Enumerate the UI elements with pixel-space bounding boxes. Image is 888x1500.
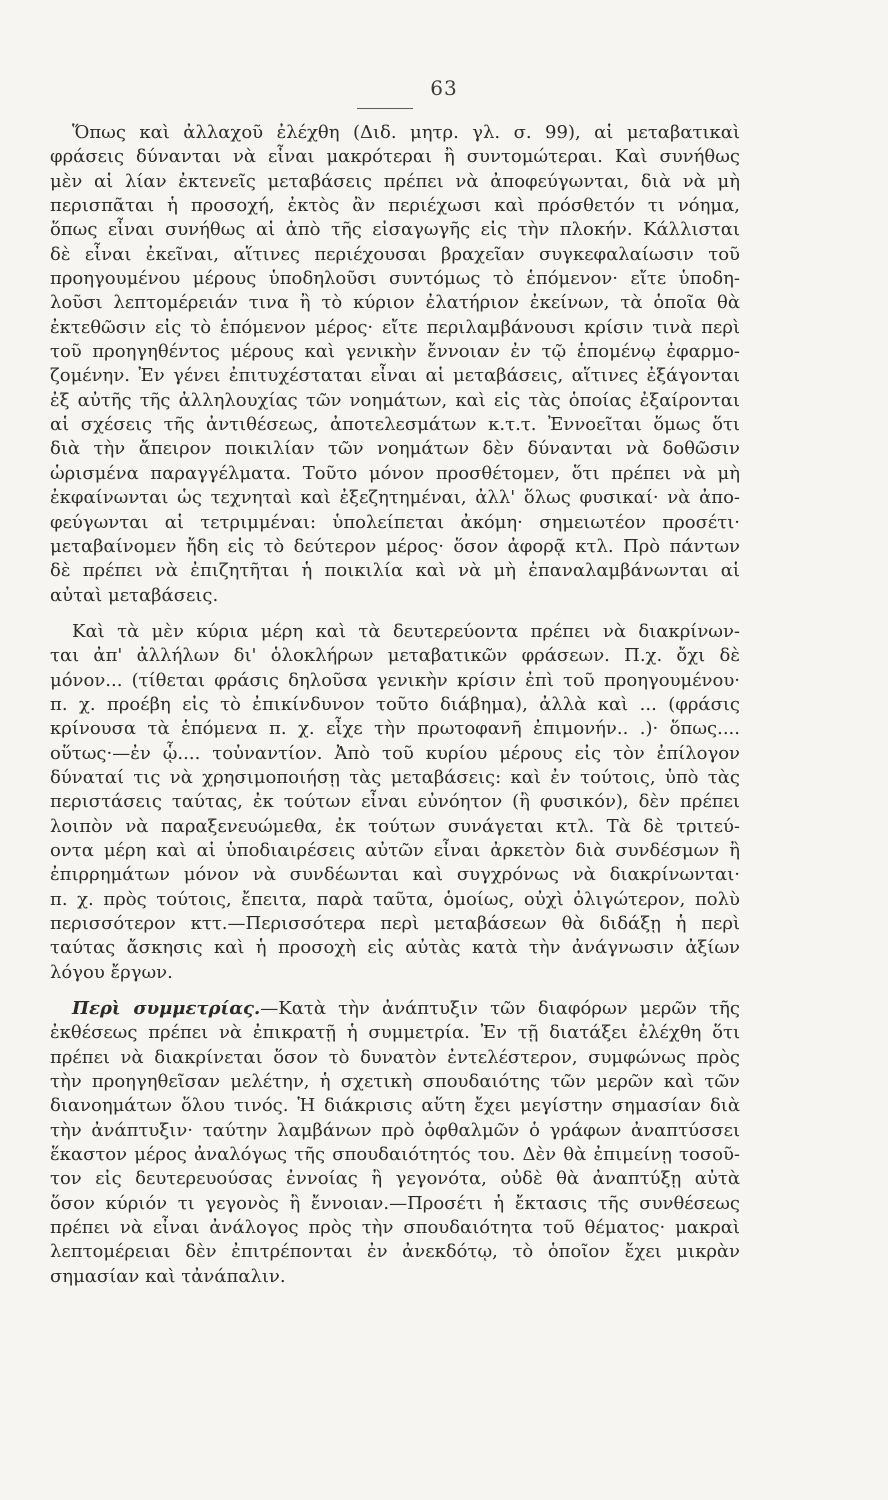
text-line: τὴν προηγηθεῖσαν μελέτην, ἡ σχετικὴ σπουδαιότης τῶν μερῶν καὶ τῶν [50,1071,740,1093]
text-line: διὰ τὴν ἄπειρον ποικιλίαν τῶν νοημάτων δὲν δύνανται νὰ δοθῶσιν [50,438,740,460]
page-number-rule [357,108,413,109]
text-line: ὡρισμένα παραγγέλματα. Τοῦτο μόνον προσθέτομεν, ὅτι πρέπει νὰ μὴ [50,462,740,484]
text-line: ἐκθέσεως πρέπει νὰ ἐπικρατῇ ἡ συμμετρία. Ἐν τῇ διατάξει ἐλέχθη ὅτι [50,1022,740,1044]
text-line: περισπᾶται ἡ προσοχή, ἐκτὸς ἂν περιέχωσι καὶ πρόσθετόν τι νόημα, [50,195,740,217]
text-line: ἐπιρρημάτων μόνον νὰ συνδέωνται καὶ συγχρόνως νὰ διακρίνωνται· [50,864,740,886]
text-line: μόνον... (τίθεται φράσις δηλοῦσα γενικὴν κρίσιν ἐπὶ τοῦ προηγουμένου· [50,669,740,691]
text-line: οντα μέρη καὶ αἱ ὑποδιαιρέσεις αὐτῶν εἶναι ἀρκετὸν διὰ συνδέσμων ἢ [50,839,740,861]
text-line: πρέπει νὰ διακρίνεται ὅσον τὸ δυνατὸν ἐντελέστερον, συμφώνως πρὸς [50,1046,740,1068]
paragraph-main-parts [50,620,740,985]
text-line: αὐταὶ μεταβάσεις. [50,584,219,606]
paragraph-symmetry [50,997,740,1289]
text-line: ται ἀπ' ἀλλήλων δι' ὁλοκλήρων μεταβατικῶν φράσεων. Π.χ. ὄχι δὲ [50,645,740,667]
text-line: λόγου ἔργων. [50,961,173,983]
text-line: λοιπὸν νὰ παραξενευώμεθα, ἐκ τούτων συνάγεται κτλ. Τὰ δὲ τριτεύ- [50,815,740,837]
text-line: διανοημάτων ὅλου τινός. Ἡ διάκρισις αὕτη ἔχει μεγίστην σημασίαν διὰ [50,1095,740,1117]
text-line: ταύτας ἄσκησις καὶ ἡ προσοχὴ εἰς αὐτὰς κατὰ τὴν ἀνάγνωσιν ἀξίων [50,937,740,959]
heading-line-rest: —Κατὰ τὴν ἀνάπτυξιν τῶν διαφόρων μερῶν τῆς [260,998,740,1020]
text-line: κρίνουσα τὰ ἑπόμενα π. χ. εἶχε τὴν πρωτοφανῆ ἐπιμονήν.. .)· ὅπως.... [50,718,740,740]
text-line: τον εἰς δευτερευούσας ἐννοίας ἢ γεγονότα, οὐδὲ θὰ ἀναπτύξῃ αὐτὰ [50,1168,740,1190]
text-line: μὲν αἱ λίαν ἐκτενεῖς μεταβάσεις πρέπει νὰ ἀποφεύγωνται, διὰ νὰ μὴ [50,170,740,192]
text-line: προηγουμένου μέρους ὑποδηλοῦσι συντόμως τὸ ἑπόμενον· εἴτε ὑποδη- [50,268,740,290]
text-line: π. χ. προέβη εἰς τὸ ἐπικίνδυνον τοῦτο διάβημα), ἀλλὰ καὶ ... (φράσις [50,693,740,715]
text-line: φράσεις δύνανται νὰ εἶναι μακρότεραι ἢ συντομώτεραι. Καὶ συνήθως [50,146,740,168]
paragraph-gap [50,608,740,620]
section-heading: Περὶ συμμετρίας. [72,998,261,1020]
text-line: πρέπει νὰ εἶναι ἀνάλογος πρὸς τὴν σπουδαιότητα τοῦ θέματος· μακραὶ [50,1217,740,1239]
text-line: περιστάσεις ταύτας, ἐκ τούτων εἶναι εὐνόητον (ἢ φυσικόν), δὲν πρέπει [50,791,740,813]
text-line: Καὶ τὰ μὲν κύρια μέρη καὶ τὰ δευτερεύοντα πρέπει νὰ διακρίνων- [72,620,740,642]
text-line: οὕτως·—ἐν ᾧ.... τοὐναντίον. Ἀπὸ τοῦ κυρίου μέρους εἰς τὸν ἐπίλογον [50,742,740,764]
text-line: ὅπως εἶναι συνήθως αἱ ἀπὸ τῆς εἰσαγωγῆς εἰς τὴν πλοκήν. Κάλλισται [50,219,740,241]
text-line: δὲ πρέπει νὰ ἐπιζητῆται ἡ ποικιλία καὶ νὰ μὴ ἐπαναλαμβάνωνται αἱ [50,560,740,582]
text-line: μεταβαίνομεν ἤδη εἰς τὸ δεύτερον μέρος· ὅσον ἀφορᾷ κτλ. Πρὸ πάντων [50,535,740,557]
text-line: δύναταί τις νὰ χρησιμοποιήσῃ τὰς μεταβάσεις: καὶ ἐν τούτοις, ὑπὸ τὰς [50,766,740,788]
text-line: τὴν ἀνάπτυξιν· ταύτην λαμβάνων πρὸ ὀφθαλμῶν ὁ γράφων ἀναπτύσσει [50,1119,740,1141]
text-line: λοῦσι λεπτομέρειάν τινα ἢ τὸ κύριον ἐλατήριον ἐκείνων, τὰ ὁποῖα θὰ [50,292,740,314]
text-line: περισσότερον κττ.—Περισσότερα περὶ μεταβάσεων θὰ διδάξῃ ἡ περὶ [50,913,740,934]
paragraph-transitions [50,121,740,608]
text-line: φεύγωνται αἱ τετριμμέναι: ὑπολείπεται ἀκόμη· σημειωτέον προσέτι· [50,511,740,533]
text-line: λεπτομέρειαι δὲν ἐπιτρέπονται ἐν ἀνεκδότῳ, τὸ ὁποῖον ἔχει μικρὰν [50,1241,740,1263]
text-line: ὅσον κύριόν τι γεγονὸς ἢ ἔννοιαν.—Προσέτι ἡ ἔκτασις τῆς συνθέσεως [50,1192,740,1214]
text-line: σημασίαν καὶ τἀνάπαλιν. [50,1265,286,1287]
text-line: π. χ. πρὸς τούτοις, ἔπειτα, παρὰ ταῦτα, ὁμοίως, οὐχὶ ὀλιγώτερον, πολὺ [50,888,740,910]
text-line: ἐκτεθῶσιν εἰς τὸ ἑπόμενον μέρος· εἴτε περιλαμβάνουσι κρίσιν τινὰ περὶ [50,316,740,338]
text-line-with-heading [50,997,740,1021]
paragraph-gap [50,985,740,997]
body-text [50,121,740,1289]
text-line: ἐξ αὐτῆς τῆς ἀλληλουχίας τῶν νοημάτων, καὶ εἰς τὰς ὁποίας ἐξαίρονται [50,389,740,411]
text-line: τοῦ προηγηθέντος μέρους καὶ γενικὴν ἔννοιαν ἐν τῷ ἑπομένῳ ἐφαρμο- [50,341,740,363]
text-line: ἐκφαίνωνται ὡς τεχνηταὶ καὶ ἐξεζητημέναι, ἀλλ' ὅλως φυσικαί· νὰ ἀπο- [50,487,740,509]
text-line: δὲ εἶναι ἐκεῖναι, αἵτινες περιέχουσαι βραχεῖαν συγκεφαλαίωσιν τοῦ [50,243,740,265]
page-number: 63 [430,76,458,100]
text-line: Ὅπως καὶ ἀλλαχοῦ ἐλέχθη (Διδ. μητρ. γλ. σ. 99), αἱ μεταβατικαὶ [72,122,740,143]
text-line: ζομένην. Ἐν γένει ἐπιτυχέσταται εἶναι αἱ μεταβάσεις, αἵτινες ἐξάγονται [50,365,740,387]
text-line: ἕκαστον μέρος ἀναλόγως τῆς σπουδαιότητός του. Δὲν θὰ ἐπιμείνῃ τοσοῦ- [50,1144,740,1166]
text-line: αἱ σχέσεις τῆς ἀντιθέσεως, ἀποτελεσμάτων κ.τ.τ. Ἐννοεῖται ὅμως ὅτι [50,414,740,436]
